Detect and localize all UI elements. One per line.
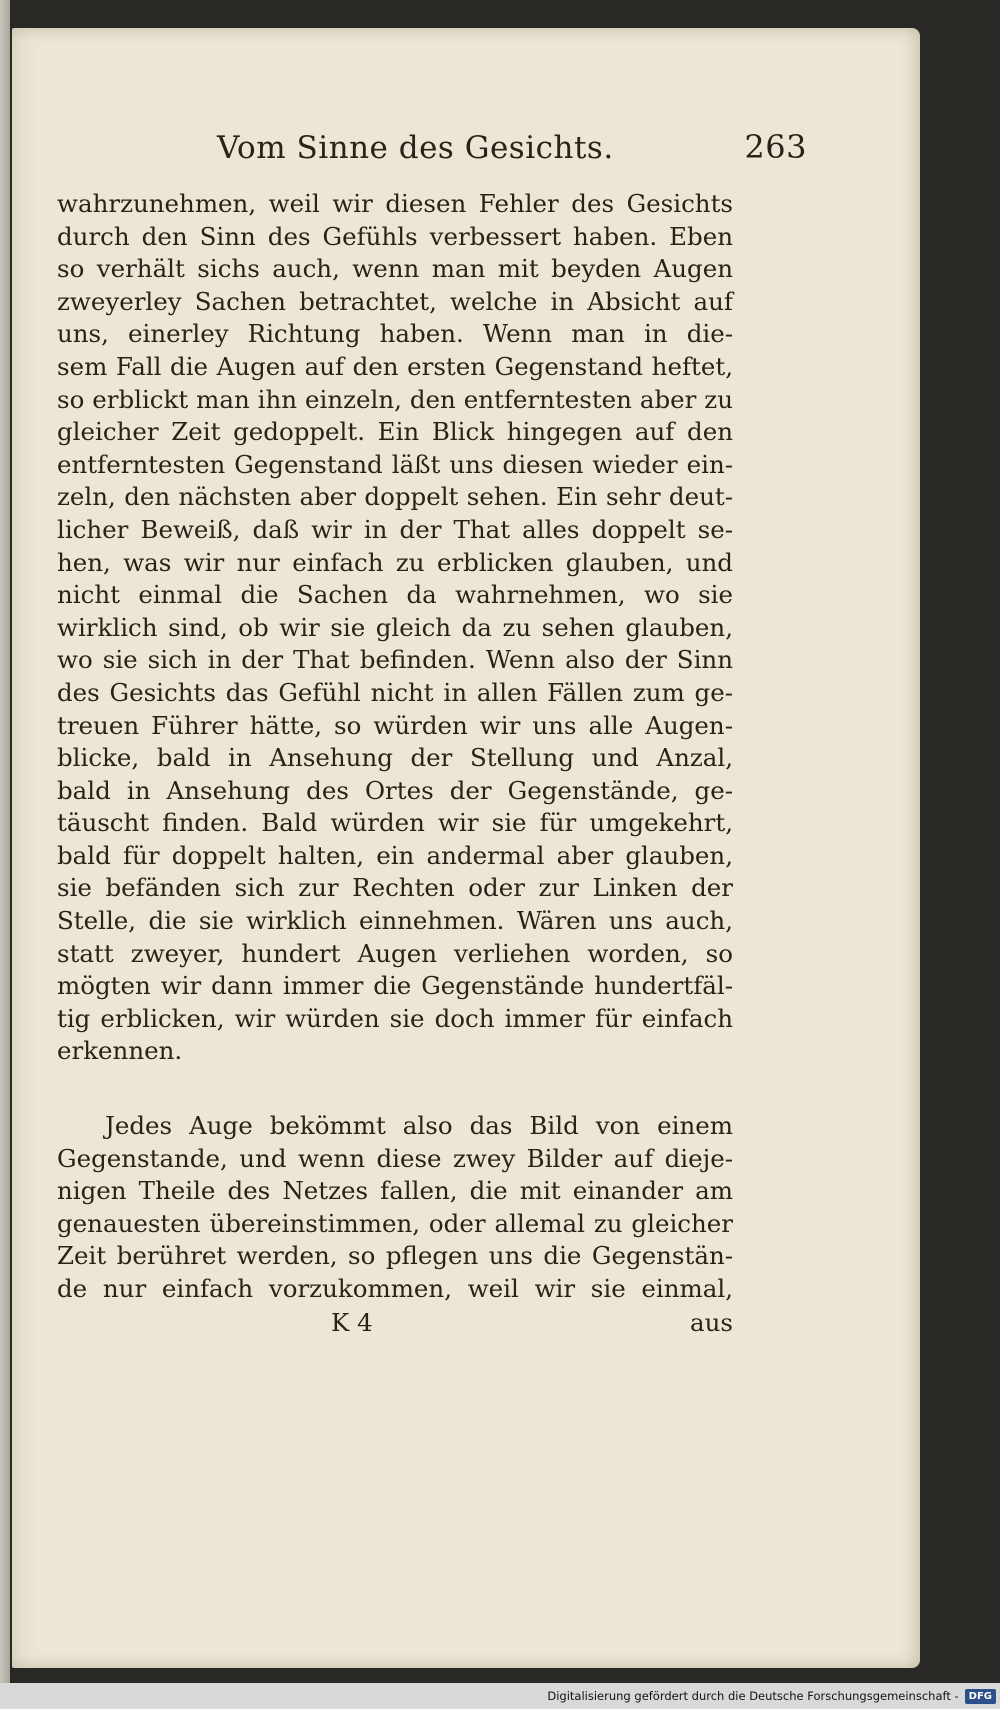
- text-line: sie befänden sich zur Rechten oder zur Linken der: [57, 873, 733, 903]
- page-footer: [57, 1308, 733, 1337]
- text-line: Jedes Auge bekömmt also das Bild von einem: [105, 1111, 733, 1141]
- text-line: blicke, bald in Ansehung der Stellung und Anzal,: [57, 743, 733, 773]
- running-title: Vom Sinne des Gesichts.: [217, 130, 614, 166]
- text-line: uns, einerley Richtung haben. Wenn man in die-: [57, 319, 733, 349]
- text-line: Gegenstande, und wenn diese zwey Bilder auf dieje-: [57, 1143, 733, 1173]
- text-line: erkennen.: [57, 1036, 183, 1066]
- text-line: genauesten übereinstimmen, oder allemal zu gleicher: [57, 1208, 733, 1238]
- text-line: so erblickt man ihn einzeln, den entferntesten aber zu: [57, 384, 733, 414]
- text-line: täuscht finden. Bald würden wir sie für umgekehrt,: [57, 808, 733, 838]
- text-line: hen, was wir nur einfach zu erblicken glauben, und: [57, 547, 733, 577]
- adjacent-page-edge: [0, 0, 10, 1709]
- text-line: bald in Ansehung des Ortes der Gegenstände, ge-: [57, 775, 733, 805]
- digitization-notice-bar: [0, 1683, 1000, 1709]
- digitization-notice-text: Digitalisierung gefördert durch die Deutsche Forschungsgemeinschaft -: [547, 1689, 959, 1703]
- text-line: so verhält sichs auch, wenn man mit beyden Augen: [57, 254, 733, 284]
- paragraph-gap: [57, 1068, 757, 1110]
- book-page: [12, 28, 920, 1668]
- text-line: gleicher Zeit gedoppelt. Ein Blick hingegen auf den: [57, 417, 733, 447]
- paragraph: [57, 188, 757, 1068]
- text-line: des Gesichts das Gefühl nicht in allen Fällen zum ge-: [57, 677, 733, 707]
- body-text: [57, 188, 757, 1306]
- page-number: 263: [744, 128, 807, 166]
- catchword: aus: [690, 1307, 733, 1337]
- text-line: bald für doppelt halten, ein andermal aber glauben,: [57, 840, 733, 870]
- paragraph: [57, 1110, 757, 1306]
- page-content: [57, 128, 807, 1337]
- dfg-logo: DFG: [965, 1689, 996, 1704]
- text-line: de nur einfach vorzukommen, weil wir sie einmal,: [57, 1274, 733, 1303]
- text-line: statt zweyer, hundert Augen verliehen worden, so: [57, 938, 733, 968]
- text-line: sem Fall die Augen auf den ersten Gegenstand heftet,: [57, 351, 733, 381]
- text-line: licher Beweiß, daß wir in der That alles doppelt se-: [57, 514, 733, 544]
- text-line: nigen Theile des Netzes fallen, die mit einander am: [57, 1176, 733, 1206]
- text-line: wahrzunehmen, weil wir diesen Fehler des Gesichts: [57, 189, 733, 218]
- text-line: entferntesten Gegenstand läßt uns diesen wieder ein-: [57, 449, 733, 479]
- text-line: zweyerley Sachen betrachtet, welche in Absicht auf: [57, 286, 733, 316]
- text-line: nicht einmal die Sachen da wahrnehmen, wo sie: [57, 580, 733, 610]
- text-line: wirklich sind, ob wir sie gleich da zu sehen glauben,: [57, 612, 733, 642]
- running-head: [217, 128, 807, 166]
- text-line: durch den Sinn des Gefühls verbessert haben. Eben: [57, 221, 733, 251]
- text-line: Stelle, die sie wirklich einnehmen. Wären uns auch,: [57, 906, 733, 936]
- text-line: wo sie sich in der That befinden. Wenn also der Sinn: [57, 645, 733, 675]
- text-line: zeln, den nächsten aber doppelt sehen. Ein sehr deut-: [57, 482, 733, 512]
- text-line: Zeit berühret werden, so pflegen uns die Gegenstän-: [57, 1241, 733, 1271]
- text-line: tig erblicken, wir würden sie doch immer für einfach: [57, 1003, 733, 1033]
- signature-mark: K 4: [331, 1307, 373, 1337]
- text-line: treuen Führer hätte, so würden wir uns alle Augen-: [57, 710, 733, 740]
- text-line: mögten wir dann immer die Gegenstände hundertfäl-: [57, 971, 733, 1001]
